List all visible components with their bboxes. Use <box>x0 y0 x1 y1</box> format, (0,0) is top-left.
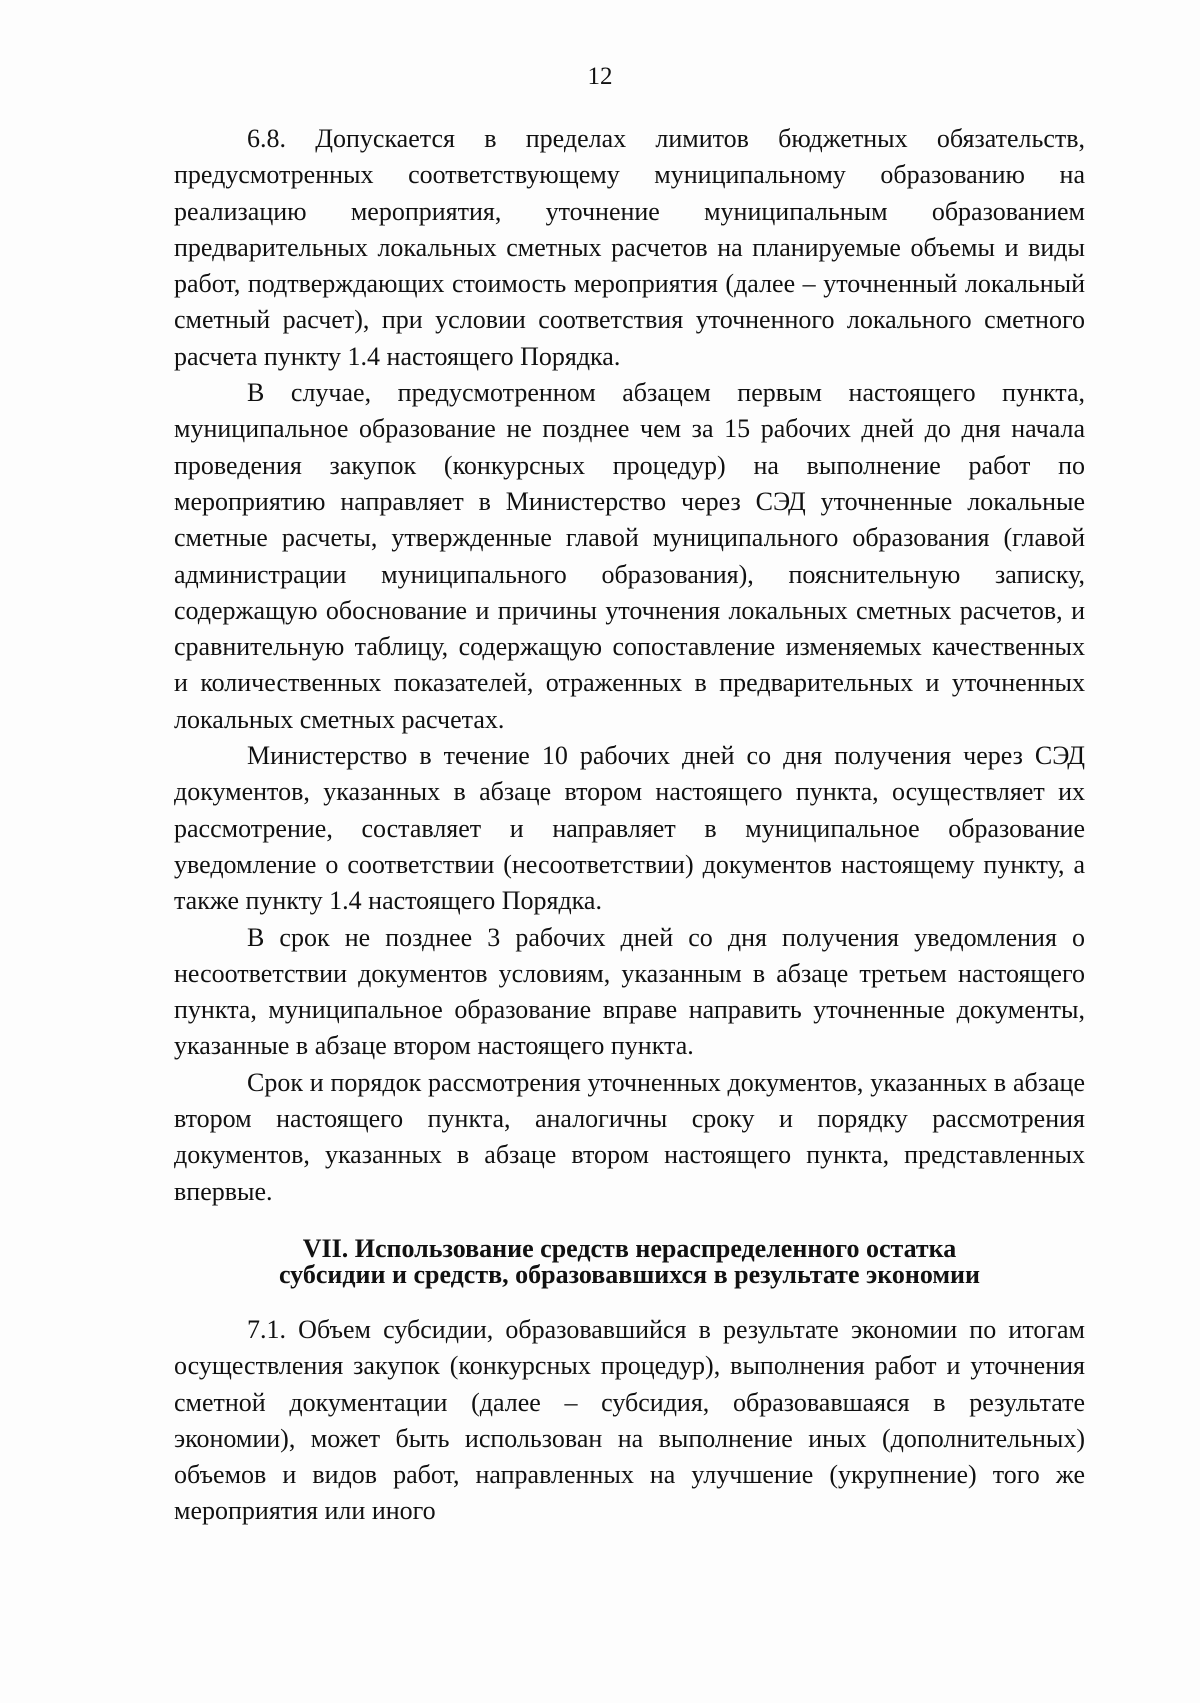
section-heading-line-2: субсидии и средств, образовавшихся в результате экономии <box>278 1259 981 1289</box>
paragraph-6-8: 6.8. Допускается в пределах лимитов бюджетных обязательств, предусмотренных соответствующему муниципальному образованию на реализацию мероприятия, уточнение муниципальным образованием предварительных локальных сметных расчетов на планируемые объемы и виды работ, подтверждающих стоимость мероприятия (далее – уточненный локальный сметный расчет), при условии соответствия уточненного локального сметного расчета пункту 1.4 настоящего Порядка. <box>174 124 1085 371</box>
section-heading <box>174 1233 1085 1289</box>
paragraph-ministry-review: Министерство в течение 10 рабочих дней со дня получения через СЭД документов, указанных в абзаце втором настоящего пункта, осуществляет их рассмотрение, составляет и направляет в муниципальное образование уведомление о соответствии (несоответствии) документов настоящему пункту, а также пункту 1.4 настоящего Порядка. <box>174 741 1085 916</box>
paragraph-7-1: 7.1. Объем субсидии, образовавшийся в результате экономии по итогам осуществления закупок (конкурсных процедур), выполнения работ и уточнения сметной документации (далее – субсидия, образовавшаяся в результате экономии), может быть использован на выполнение иных (дополнительных) объемов и видов работ, направленных на улучшение (укрупнение) того же мероприятия или иного <box>174 1314 1085 1526</box>
paragraph-review-order: Срок и порядок рассмотрения уточненных документов, указанных в абзаце втором настоящего пункта, аналогичны сроку и порядку рассмотрения документов, указанных в абзаце втором настоящего пункта, представленных впервые. <box>174 1067 1085 1206</box>
paragraph-deadline: В срок не позднее 3 рабочих дней со дня получения уведомления о несоответствии документов условиям, указанным в абзаце третьем настоящего пункта, муниципальное образование вправе направить уточненные документы, указанные в абзаце втором настоящего пункта. <box>174 922 1085 1061</box>
page-number: 12 <box>587 63 613 90</box>
section-heading-line-1: VII. Использование средств нераспределенного остатка <box>302 1233 957 1263</box>
paragraph-case: В случае, предусмотренном абзацем первым настоящего пункта, муниципальное образование не позднее чем за 15 рабочих дней до дня начала проведения закупок (конкурсных процедур) на выполнение работ по мероприятию направляет в Министерство через СЭД уточненные локальные сметные расчеты, утвержденные главой муниципального образования (главой администрации муниципального образования), пояснительную записку, содержащую обоснование и причины уточнения локальных сметных расчетов, и сравнительную таблицу, содержащую сопоставление изменяемых качественных и количественных показателей, отраженных в предварительных и уточненных локальных сметных расчетах. <box>174 378 1085 734</box>
document-body <box>174 121 1085 1530</box>
